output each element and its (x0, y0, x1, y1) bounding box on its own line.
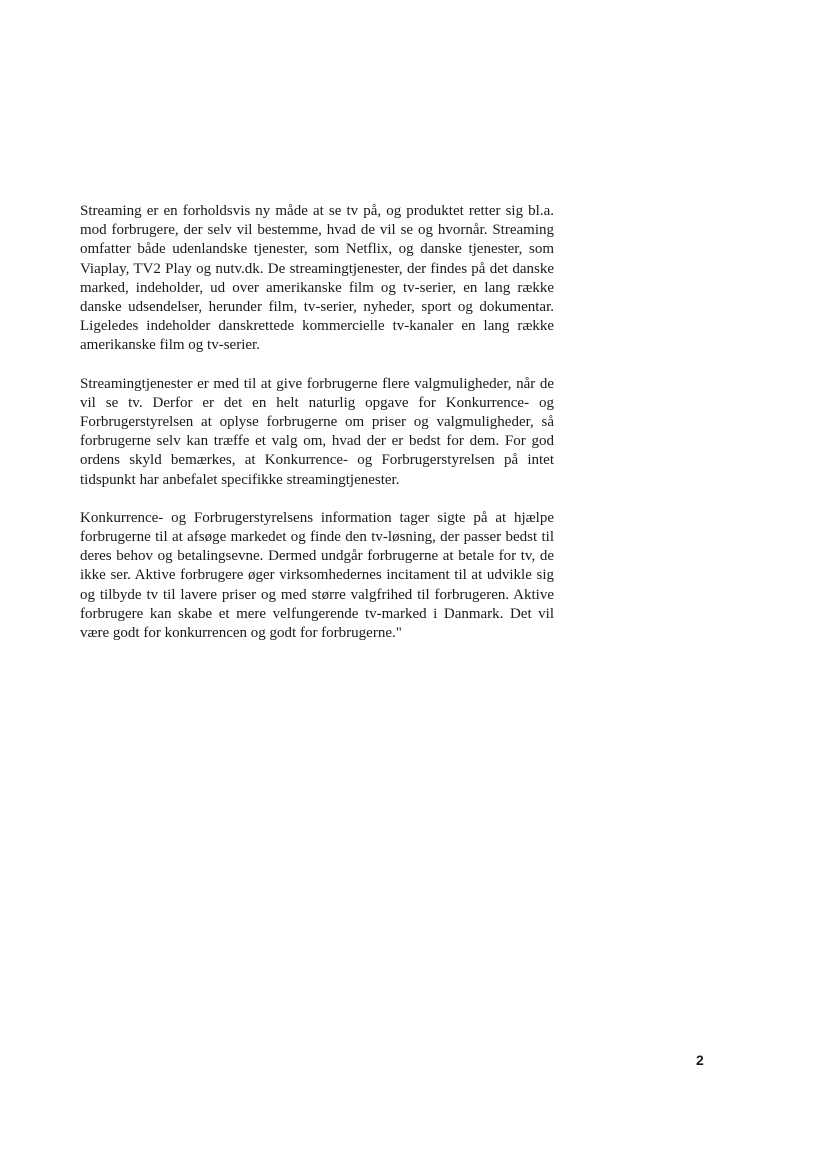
body-text (80, 202, 554, 643)
page-number: 2 (696, 1052, 704, 1068)
paragraph-streaming-choices: Streamingtjenester er med til at give forbrugerne flere valgmuligheder, når de vil se tv. Derfor er det en helt naturlig opgave for Konkurrence- og Forbrugerstyrelsen at oplyse forbrugerne om priser og valgmuligheder, så forbrugerne selv kan træffe et valg om, hvad der er bedst for dem. For god ordens skyld bemærkes, at Konkurrence- og Forbrugerstyrelsen på intet tidspunkt har anbefalet specifikke streamingtjenester. (80, 375, 554, 488)
paragraph-streaming-intro: Streaming er en forholdsvis ny måde at se tv på, og produktet retter sig bl.a. mod forbrugere, der selv vil bestemme, hvad de vil se og hvornår. Streaming omfatter både udenlandske tjenester, som Netflix, og danske tjenester, som Viaplay, TV2 Play og nutv.dk. De streamingtjenester, der findes på det danske marked, indeholder, ud over amerikanske film og tv-serier, en lang række danske udsendelser, herunder film, tv-serier, nyheder, sport og dokumentar. Ligeledes indeholder danskrettede kommercielle tv-kanaler en lang række amerikanske film og tv-serier. (80, 203, 554, 354)
paragraph-agency-information: Konkurrence- og Forbrugerstyrelsens information tager sigte på at hjælpe forbrugerne til at afsøge markedet og finde den tv-løsning, der passer bedst til deres behov og betalingsevne. Dermed undgår forbrugerne at betale for tv, de ikke ser. Aktive forbrugere øger virksomhedernes incitament til at udvikle sig og tilbyde tv til lavere priser og med større valgfrihed til forbrugeren. Aktive forbrugere kan skabe et mere velfungerende tv-marked i Danmark. Det vil være godt for konkurrencen og godt for forbrugerne." (80, 509, 554, 642)
